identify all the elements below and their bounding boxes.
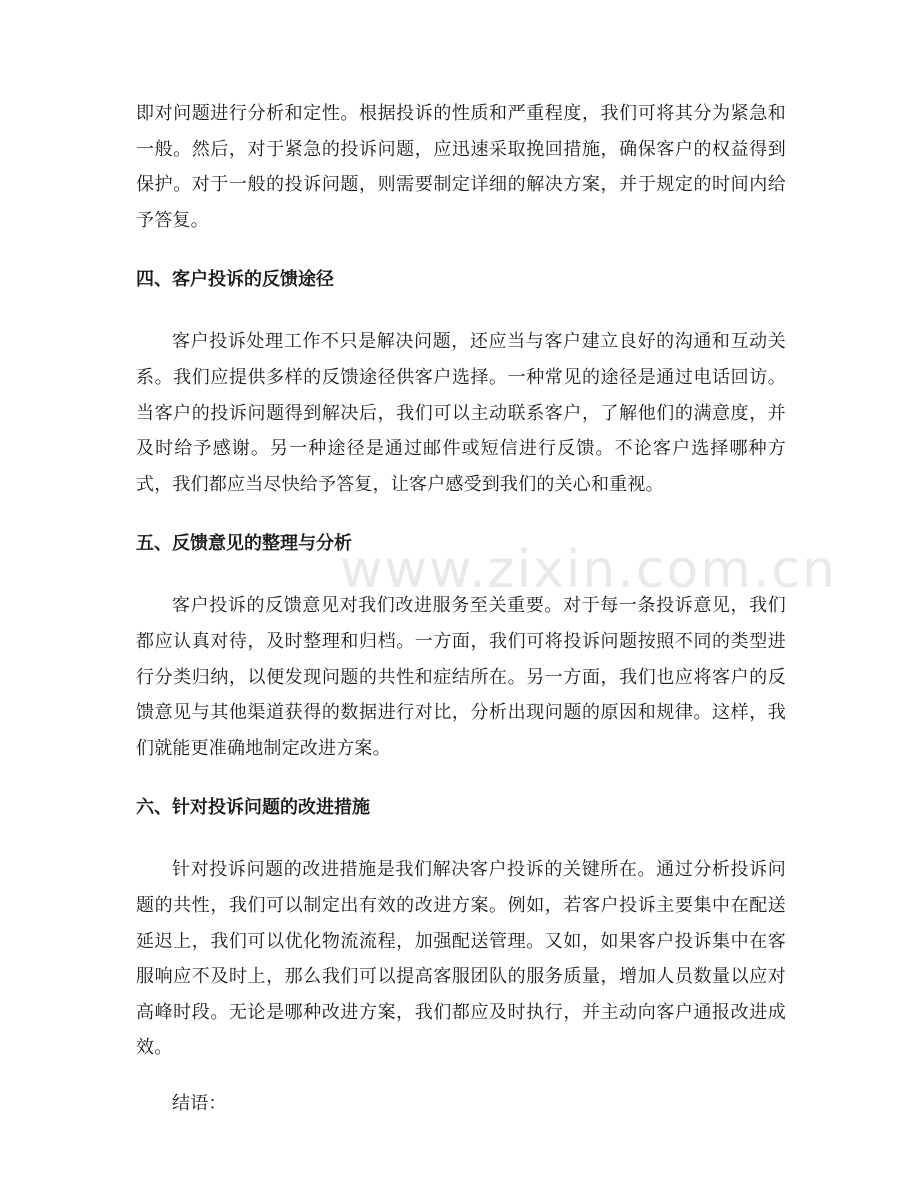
paragraph-feedback-channels: 客户投诉处理工作不只是解决问题，还应当与客户建立良好的沟通和互动关系。我们应提供多样的反馈途径供客户选择。一种常见的途径是通过电话回访。当客户的投诉问题得到解决后，我们可以主动联系客户，了解他们的满意度，并及时给予感谢。另一种途径是通过邮件或短信进行反馈。不论客户选择哪种方式，我们都应当尽快给予答复，让客户感受到我们的关心和重视。: [136, 331, 786, 495]
heading-feedback-analysis: 五、反馈意见的整理与分析: [136, 533, 352, 555]
closing-label: 结语：: [172, 1092, 227, 1114]
paragraph-feedback-analysis: 客户投诉的反馈意见对我们改进服务至关重要。对于每一条投诉意见，我们都应认真对待，及时整理和归档。一方面，我们可将投诉问题按照不同的类型进行分类归纳，以便发现问题的共性和症结所在。另一方面，我们也应将客户的反馈意见与其他渠道获得的数据进行对比，分析出现问题的原因和规律。这样，我们就能更准确地制定改进方案。: [136, 595, 786, 759]
watermark: www.zixin.com.cn: [340, 540, 837, 600]
paragraph-intro: 即对问题进行分析和定性。根据投诉的性质和严重程度，我们可将其分为紧急和一般。然后，对于紧急的投诉问题，应迅速采取挽回措施，确保客户的权益得到保护。对于一般的投诉问题，则需要制定详细的解决方案，并于规定的时间内给予答复。: [136, 103, 786, 231]
heading-improvement-measures: 六、针对投诉问题的改进措施: [136, 797, 370, 819]
heading-feedback-channels: 四、客户投诉的反馈途径: [136, 269, 334, 291]
document-page: [136, 96, 786, 1121]
paragraph-improvement-measures: 针对投诉问题的改进措施是我们解决客户投诉的关键所在。通过分析投诉问题的共性，我们可以制定出有效的改进方案。例如，若客户投诉主要集中在配送延迟上，我们可以优化物流流程，加强配送管理。又如，如果客户投诉集中在客服响应不及时上，那么我们可以提高客服团队的服务质量，增加人员数量以应对高峰时段。无论是哪种改进方案，我们都应及时执行，并主动向客户通报改进成效。: [136, 859, 786, 1059]
